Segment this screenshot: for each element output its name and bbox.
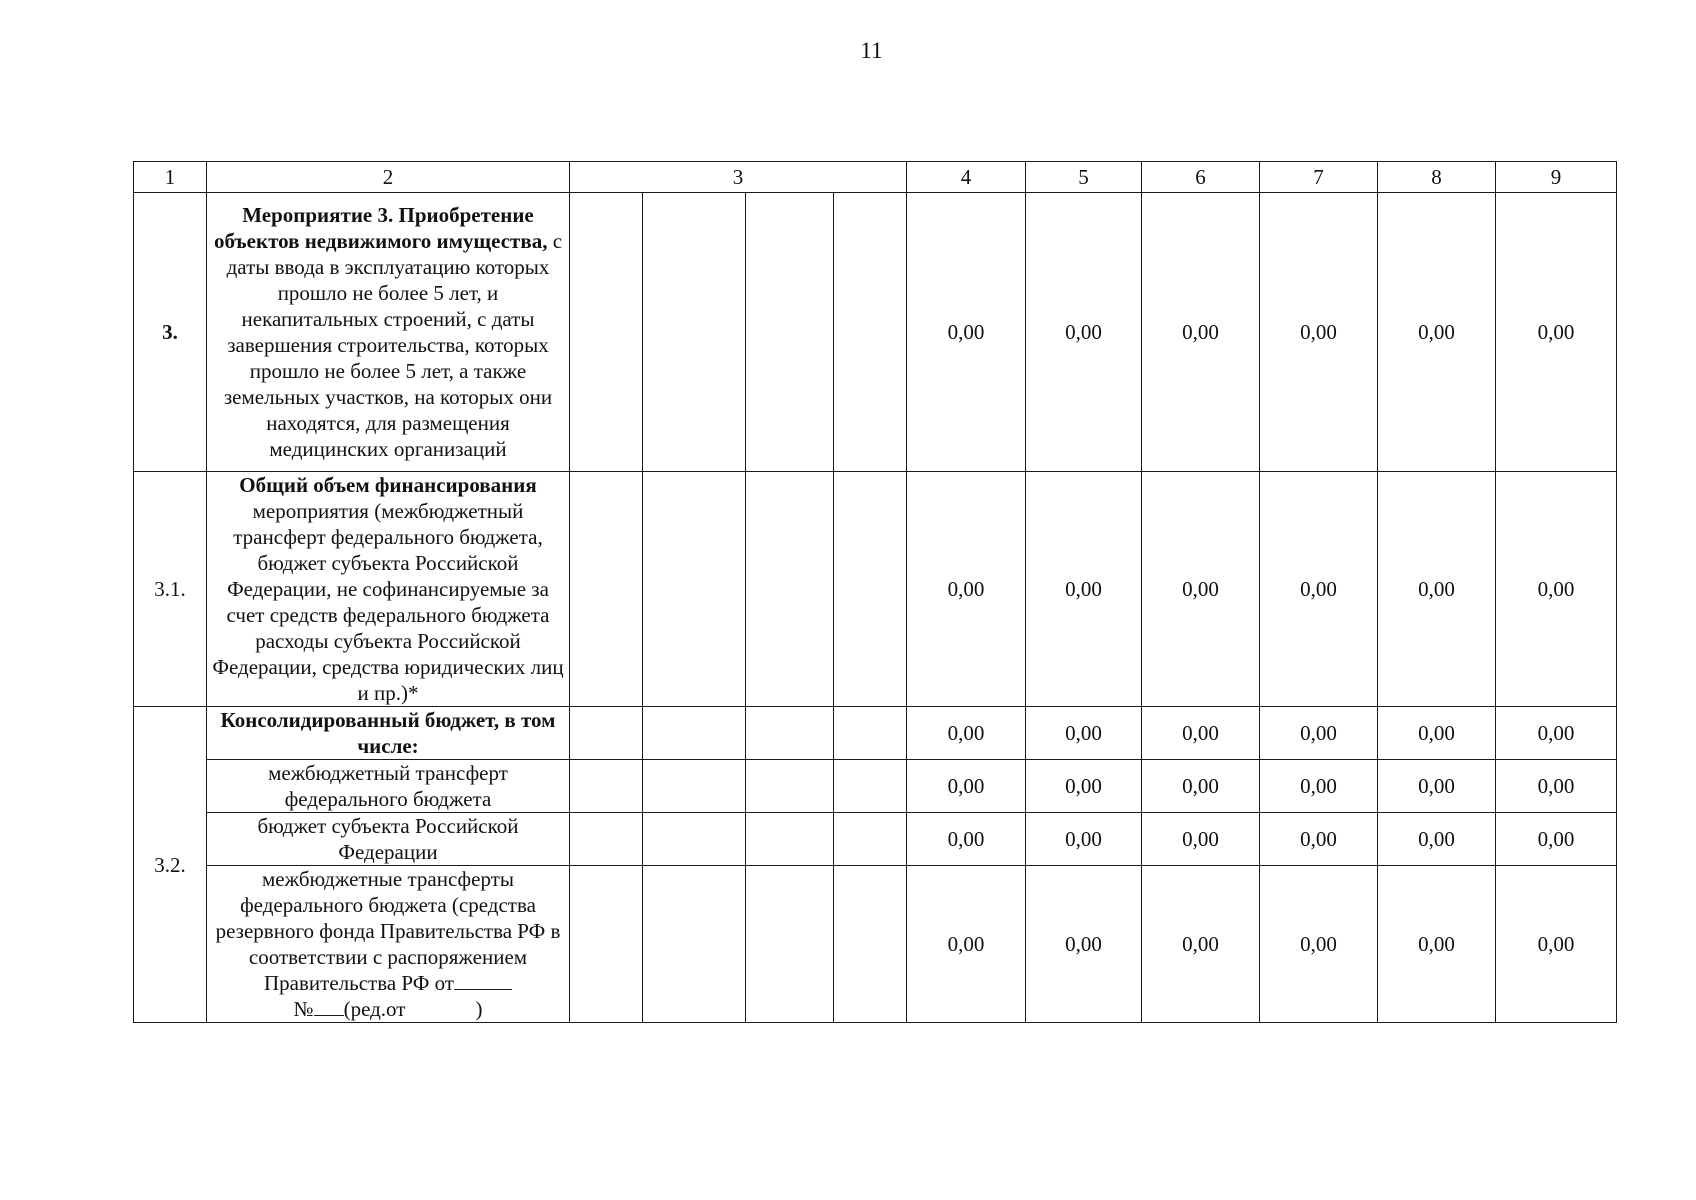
value-cell: 0,00 (907, 760, 1026, 813)
row-description (207, 472, 570, 707)
row-title-bold: Общий объем финансирования (239, 473, 537, 497)
value-cell: 0,00 (1026, 866, 1142, 1023)
empty-cell (643, 813, 746, 866)
table-row (134, 472, 1617, 707)
edition-close: ) (475, 997, 483, 1021)
empty-cell (643, 866, 746, 1023)
value-cell: 0,00 (1496, 472, 1617, 707)
value-cell: 0,00 (1260, 866, 1378, 1023)
empty-cell (746, 707, 834, 760)
empty-cell (834, 472, 907, 707)
value-cell: 0,00 (907, 866, 1026, 1023)
row-number: 3.1. (134, 472, 207, 707)
value-cell: 0,00 (1378, 707, 1496, 760)
row-description: Консолидированный бюджет, в том числе: (207, 707, 570, 760)
table-row (134, 760, 1617, 813)
value-cell: 0,00 (1496, 707, 1617, 760)
empty-cell (570, 760, 643, 813)
empty-cell (834, 760, 907, 813)
value-cell: 0,00 (1142, 866, 1260, 1023)
empty-cell (834, 813, 907, 866)
value-cell: 0,00 (1260, 193, 1378, 472)
empty-cell (643, 193, 746, 472)
value-cell: 0,00 (1142, 472, 1260, 707)
empty-cell (834, 707, 907, 760)
row-title-text: межбюджетные трансферты федерального бюджета (средства резервного фонда Правительства РФ в соответствии с распоряжением Правительства РФ от (215, 867, 561, 995)
empty-cell (746, 866, 834, 1023)
value-cell: 0,00 (1496, 866, 1617, 1023)
row-title-text: мероприятия (межбюджетный трансферт федерального бюджета, бюджет субъекта Российской Федерации, не софинансируемые за счет средств федерального бюджета расходы субъекта Российской Федерации, средства юридических лиц и пр.)* (212, 499, 564, 705)
value-cell: 0,00 (1142, 193, 1260, 472)
row-number: 3.2. (134, 707, 207, 1023)
empty-cell (570, 866, 643, 1023)
value-cell: 0,00 (1260, 813, 1378, 866)
header-cell: 4 (907, 162, 1026, 193)
value-cell: 0,00 (907, 707, 1026, 760)
value-cell: 0,00 (907, 813, 1026, 866)
value-cell: 0,00 (1260, 472, 1378, 707)
empty-cell (746, 760, 834, 813)
value-cell: 0,00 (1378, 813, 1496, 866)
row-description (207, 866, 570, 1023)
value-cell: 0,00 (1496, 760, 1617, 813)
header-cell: 6 (1142, 162, 1260, 193)
row-description: межбюджетный трансферт федерального бюджета (207, 760, 570, 813)
page-number: 11 (860, 38, 883, 63)
value-cell: 0,00 (1026, 193, 1142, 472)
empty-cell (643, 707, 746, 760)
value-cell: 0,00 (1496, 193, 1617, 472)
empty-cell (834, 866, 907, 1023)
empty-cell (643, 472, 746, 707)
value-cell: 0,00 (1142, 813, 1260, 866)
table-row (134, 193, 1617, 472)
empty-cell (746, 193, 834, 472)
row-title-text: с даты ввода в эксплуатацию которых прошло не более 5 лет, и некапитальных строений, с даты завершения строительства, которых прошло не более 5 лет, а также земельных участков, на которых они находятся, для размещения медицинских организаций (223, 229, 563, 461)
value-cell: 0,00 (907, 193, 1026, 472)
budget-table (133, 161, 1617, 1023)
value-cell: 0,00 (1260, 707, 1378, 760)
empty-cell (570, 707, 643, 760)
value-cell: 0,00 (1026, 472, 1142, 707)
empty-cell (643, 760, 746, 813)
header-cell: 3 (570, 162, 907, 193)
header-cell: 7 (1260, 162, 1378, 193)
row-title-bold: Мероприятие 3. Приобретение объектов недвижимого имущества, (213, 203, 548, 253)
row-description (207, 193, 570, 472)
header-cell: 9 (1496, 162, 1617, 193)
empty-cell (570, 813, 643, 866)
table-row (134, 707, 1617, 760)
empty-cell (746, 472, 834, 707)
value-cell: 0,00 (1026, 813, 1142, 866)
value-cell: 0,00 (907, 472, 1026, 707)
value-cell: 0,00 (1142, 760, 1260, 813)
table-row (134, 866, 1617, 1023)
header-cell: 5 (1026, 162, 1142, 193)
value-cell: 0,00 (1142, 707, 1260, 760)
value-cell: 0,00 (1378, 866, 1496, 1023)
header-row (134, 162, 1617, 193)
header-cell: 8 (1378, 162, 1496, 193)
signature-blank (454, 971, 512, 990)
value-cell: 0,00 (1026, 760, 1142, 813)
value-cell: 0,00 (1496, 813, 1617, 866)
table-row (134, 813, 1617, 866)
number-blank (314, 997, 344, 1016)
edition-label: (ред.от (343, 997, 406, 1021)
empty-cell (570, 472, 643, 707)
number-sign: № (293, 997, 314, 1021)
value-cell: 0,00 (1378, 193, 1496, 472)
value-cell: 0,00 (1378, 760, 1496, 813)
row-description: бюджет субъекта Российской Федерации (207, 813, 570, 866)
header-cell: 1 (134, 162, 207, 193)
value-cell: 0,00 (1378, 472, 1496, 707)
value-cell: 0,00 (1260, 760, 1378, 813)
header-cell: 2 (207, 162, 570, 193)
value-cell: 0,00 (1026, 707, 1142, 760)
empty-cell (570, 193, 643, 472)
empty-cell (834, 193, 907, 472)
row-number: 3. (134, 193, 207, 472)
empty-cell (746, 813, 834, 866)
